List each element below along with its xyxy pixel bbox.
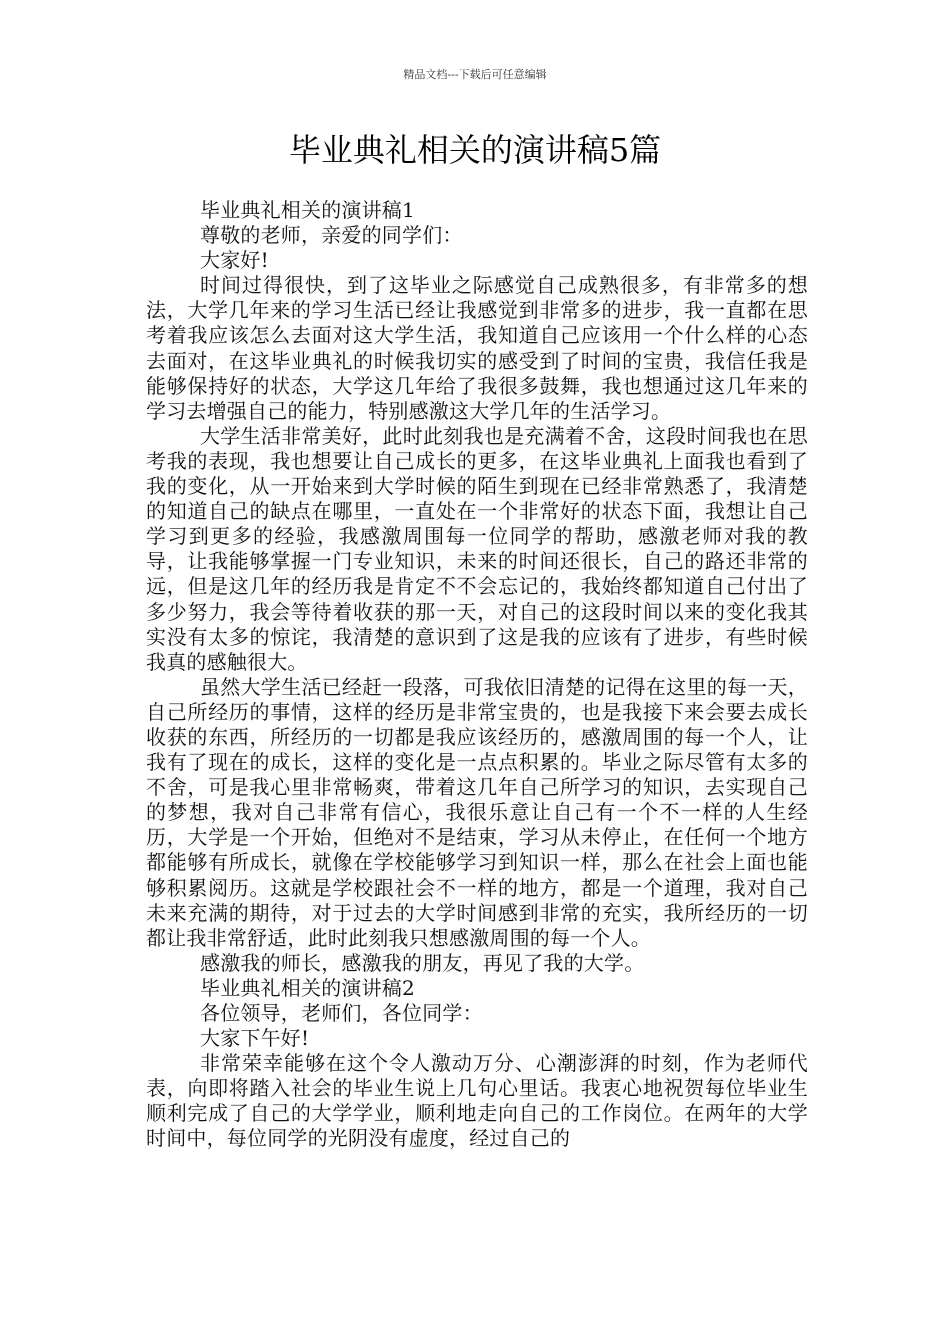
body-paragraph-3: 虽然大学生活已经赶一段落，可我依旧清楚的记得在这里的每一天，自己所经历的事情，这样的经历是非常宝贵的，也是我接下来会要去成长收获的东西，所经历的一切都是我应该经历的，感激周围的每一个人，让我有了现在的成长，这样的变化是一点点积累的。毕业之际尽管有太多的不舍，可是我心里非常畅爽，带着这几年自己所学习的知识，去实现自己的梦想，我对自己非常有信心，我很乐意让自己有一个不一样的人生经历，大学是一个开始，但绝对不是结束，学习从未停止，在任何一个地方都能够有所成长，就像在学校能够学习到知识一样，那么在社会上面也能够积累阅历。这就是学校跟社会不一样的地方，都是一个道理，我对自己未来充满的期待，对于过去的大学时间感到非常的充实，我所经历的一切都让我非常舒适，此时此刻我只想感激周围的每一个人。 xyxy=(146,674,808,950)
body-paragraph-4: 非常荣幸能够在这个令人激动万分、心潮澎湃的时刻，作为老师代表，向即将踏入社会的毕业生说上几句心里话。我衷心地祝贺每位毕业生顺利完成了自己的大学学业，顺利地走向自己的工作岗位。在两年的大学时间中，每位同学的光阴没有虚度，经过自己的 xyxy=(146,1051,808,1151)
body-paragraph-1: 时间过得很快，到了这毕业之际感觉自己成熟很多，有非常多的想法，大学几年来的学习生活已经让我感觉到非常多的进步，我一直都在思考着我应该怎么去面对这大学生活，我知道自己应该用一个什么样的心态去面对，在这毕业典礼的时候我切实的感受到了时间的宝贵，我信任我是能够保持好的状态，大学这几年给了我很多鼓舞，我也想通过这几年来的学习去增强自己的能力，特别感激这大学几年的生活学习。 xyxy=(146,273,808,423)
closing-line-1: 感激我的师长，感激我的朋友，再见了我的大学。 xyxy=(200,950,645,975)
section-heading-2: 毕业典礼相关的演讲稿2 xyxy=(200,975,415,1000)
document-body xyxy=(146,198,808,1152)
body-paragraph-2: 大学生活非常美好，此时此刻我也是充满着不舍，这段时间我也在思考我的表现，我也想要让自己成长的更多，在这毕业典礼上面我也看到了我的变化，从一开始来到大学时候的陌生到现在已经非常熟悉了，我清楚的知道自己的缺点在哪里，一直处在一个非常好的状态下面，我想让自己学习到更多的经验，我感激周围每一位同学的帮助，感激老师对我的教导，让我能够掌握一门专业知识，未来的时间还很长，自己的路还非常的远，但是这几年的经历我是肯定不不会忘记的，我始终都知道自己付出了多少努力，我会等待着收获的那一天，对自己的这段时间以来的变化我其实没有太多的惊诧，我清楚的意识到了这是我的应该有了进步，有些时候我真的感触很大。 xyxy=(146,423,808,674)
salutation-2: 各位领导，老师们，各位同学： xyxy=(200,1001,483,1025)
section-heading-1: 毕业典礼相关的演讲稿1 xyxy=(200,198,415,222)
greeting-1: 大家好! xyxy=(200,248,269,273)
page-header: 精品文档---下载后可任意编辑 xyxy=(403,68,547,81)
greeting-2: 大家下午好! xyxy=(200,1026,310,1051)
document-title: 毕业典礼相关的演讲稿5篇 xyxy=(288,131,662,169)
salutation-1: 尊敬的老师，亲爱的同学们： xyxy=(200,223,463,248)
